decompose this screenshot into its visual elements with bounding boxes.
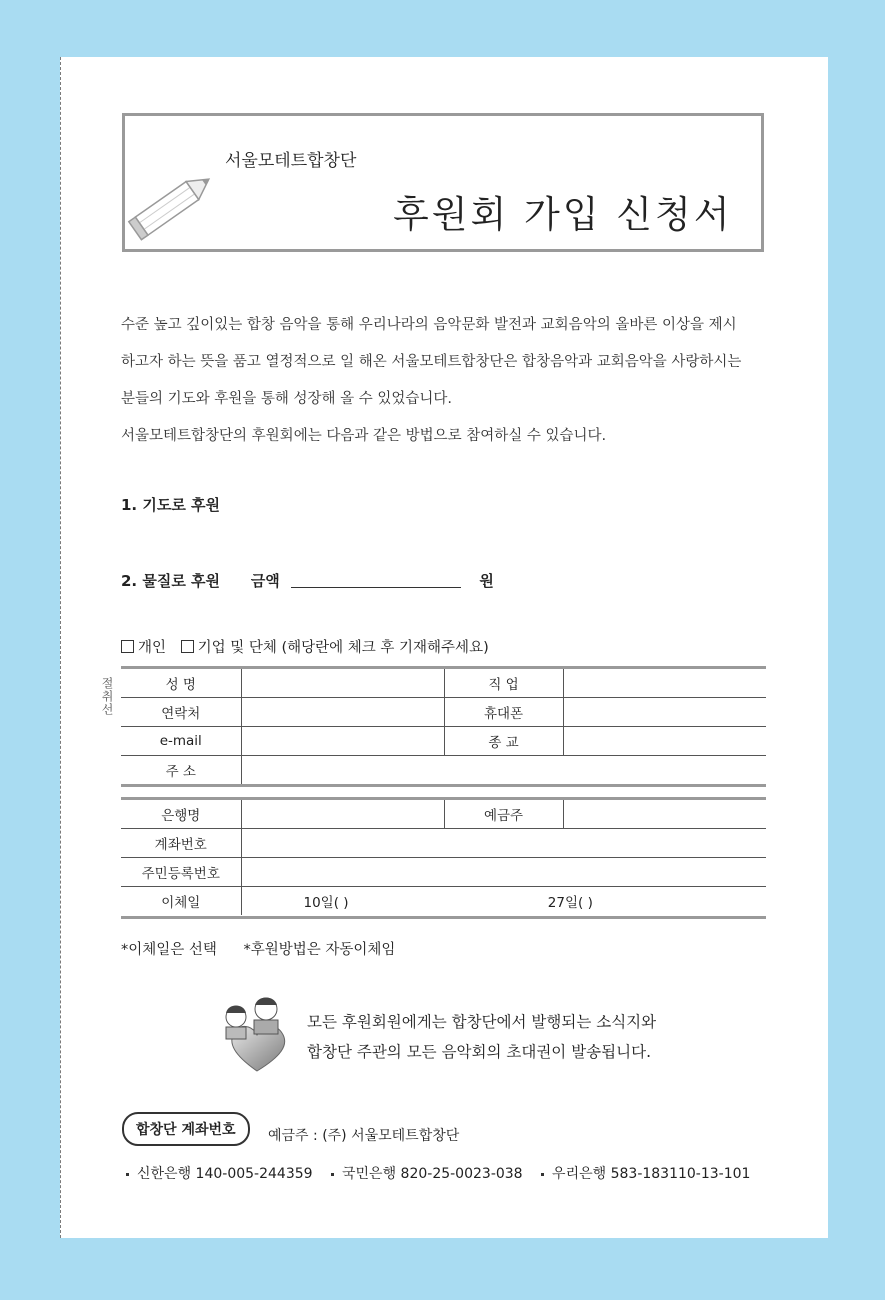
individual-label: 개인 [138,640,167,656]
bullet-icon [126,1173,129,1176]
account-holder: 예금주 : (주) 서울모테트합창단 [268,1128,460,1144]
religion-field[interactable] [563,727,766,756]
job-field[interactable] [563,669,766,698]
amount-label: 금액 [250,572,280,590]
account-number-field[interactable] [241,829,766,858]
name-field[interactable] [241,669,444,698]
intro-line: 하고자 하는 뜻을 품고 열정적으로 일 해온 서울모테트합창단은 합창음악과 교회음악을 사랑하시는 [121,354,742,370]
bank-accounts [126,1163,764,1183]
transfer-day-label: 이체일 [121,887,241,916]
contact-label: 연락처 [121,698,241,727]
table-row [121,727,766,756]
note-method: *후원방법은 자동이체임 [243,942,396,958]
bullet-icon [331,1173,334,1176]
amount-field[interactable] [291,573,461,588]
intro-line: 분들의 기도와 후원을 통해 성장해 올 수 있었습니다. [121,391,453,407]
note-transfer-day: *이체일은 선택 [121,942,217,958]
depositor-label: 예금주 [444,800,563,829]
mobile-field[interactable] [563,698,766,727]
bank-name-field[interactable] [241,800,444,829]
message-line: 합창단 주관의 모든 음악회의 초대권이 발송됩니다. [307,1043,651,1061]
benefits-message [307,1010,656,1070]
table-divider-rule [121,784,766,787]
org-name: 서울모테트합창단 [225,151,357,171]
bank-name-label: 은행명 [121,800,241,829]
table-row [121,800,766,829]
header-box [122,113,764,252]
notes [121,938,395,959]
account-title-badge: 합창단 계좌번호 [122,1112,250,1146]
company-label: 기업 및 단체 [197,640,277,656]
company-checkbox[interactable] [181,640,194,653]
applicant-type-row [121,636,489,657]
name-label: 성 명 [121,669,241,698]
bank-account-text: 국민은행 820-25-0023-038 [342,1166,523,1182]
pencil-icon [125,164,225,244]
transfer-day-10[interactable]: 10일( ) [303,895,349,911]
intro-line: 서울모테트합창단의 후원회에는 다음과 같은 방법으로 참여하실 수 있습니다. [121,428,607,444]
transfer-day-options [241,887,766,916]
section-material [121,570,494,591]
table-row [121,698,766,727]
resident-number-field[interactable] [241,858,766,887]
bank-account-item [331,1163,523,1183]
depositor-field[interactable] [563,800,766,829]
intro-text [121,310,767,451]
religion-label: 종 교 [444,727,563,756]
children-heart-icon [214,995,300,1073]
message-line: 모든 후원회원에게는 합창단에서 발행되는 소식지와 [307,1013,657,1031]
bank-account-item [126,1163,313,1183]
contact-field[interactable] [241,698,444,727]
bank-account-text: 우리은행 583-183110-13-101 [552,1166,751,1182]
cut-line-label: 절취선 [100,677,114,716]
table-bottom-rule [121,916,766,919]
intro-line: 수준 높고 깊이있는 합창 음악을 통해 우리나라의 음악문화 발전과 교회음악의 올바른 이상을 제시 [121,317,737,333]
bank-account-text: 신한은행 140-005-244359 [137,1166,313,1182]
table-row [121,887,766,916]
section-material-label: 2. 물질로 후원 [121,572,221,590]
personal-info-table [121,669,766,784]
table-row [121,829,766,858]
email-label: e-mail [121,727,241,756]
bank-info-table [121,800,766,915]
address-field[interactable] [241,756,766,785]
currency-label: 원 [479,572,494,590]
table-row [121,669,766,698]
bank-account-item [541,1163,750,1183]
mobile-label: 휴대폰 [444,698,563,727]
email-field[interactable] [241,727,444,756]
form-title: 후원회 가입 신청서 [393,193,733,236]
job-label: 직 업 [444,669,563,698]
resident-number-label: 주민등록번호 [121,858,241,887]
check-instruction: (해당란에 체크 후 기재해주세요) [281,640,489,656]
address-label: 주 소 [121,756,241,785]
transfer-day-27[interactable]: 27일( ) [547,895,593,911]
table-row [121,858,766,887]
bullet-icon [541,1173,544,1176]
individual-checkbox[interactable] [121,640,134,653]
table-row [121,756,766,785]
section-prayer: 1. 기도로 후원 [121,496,221,514]
account-number-label: 계좌번호 [121,829,241,858]
